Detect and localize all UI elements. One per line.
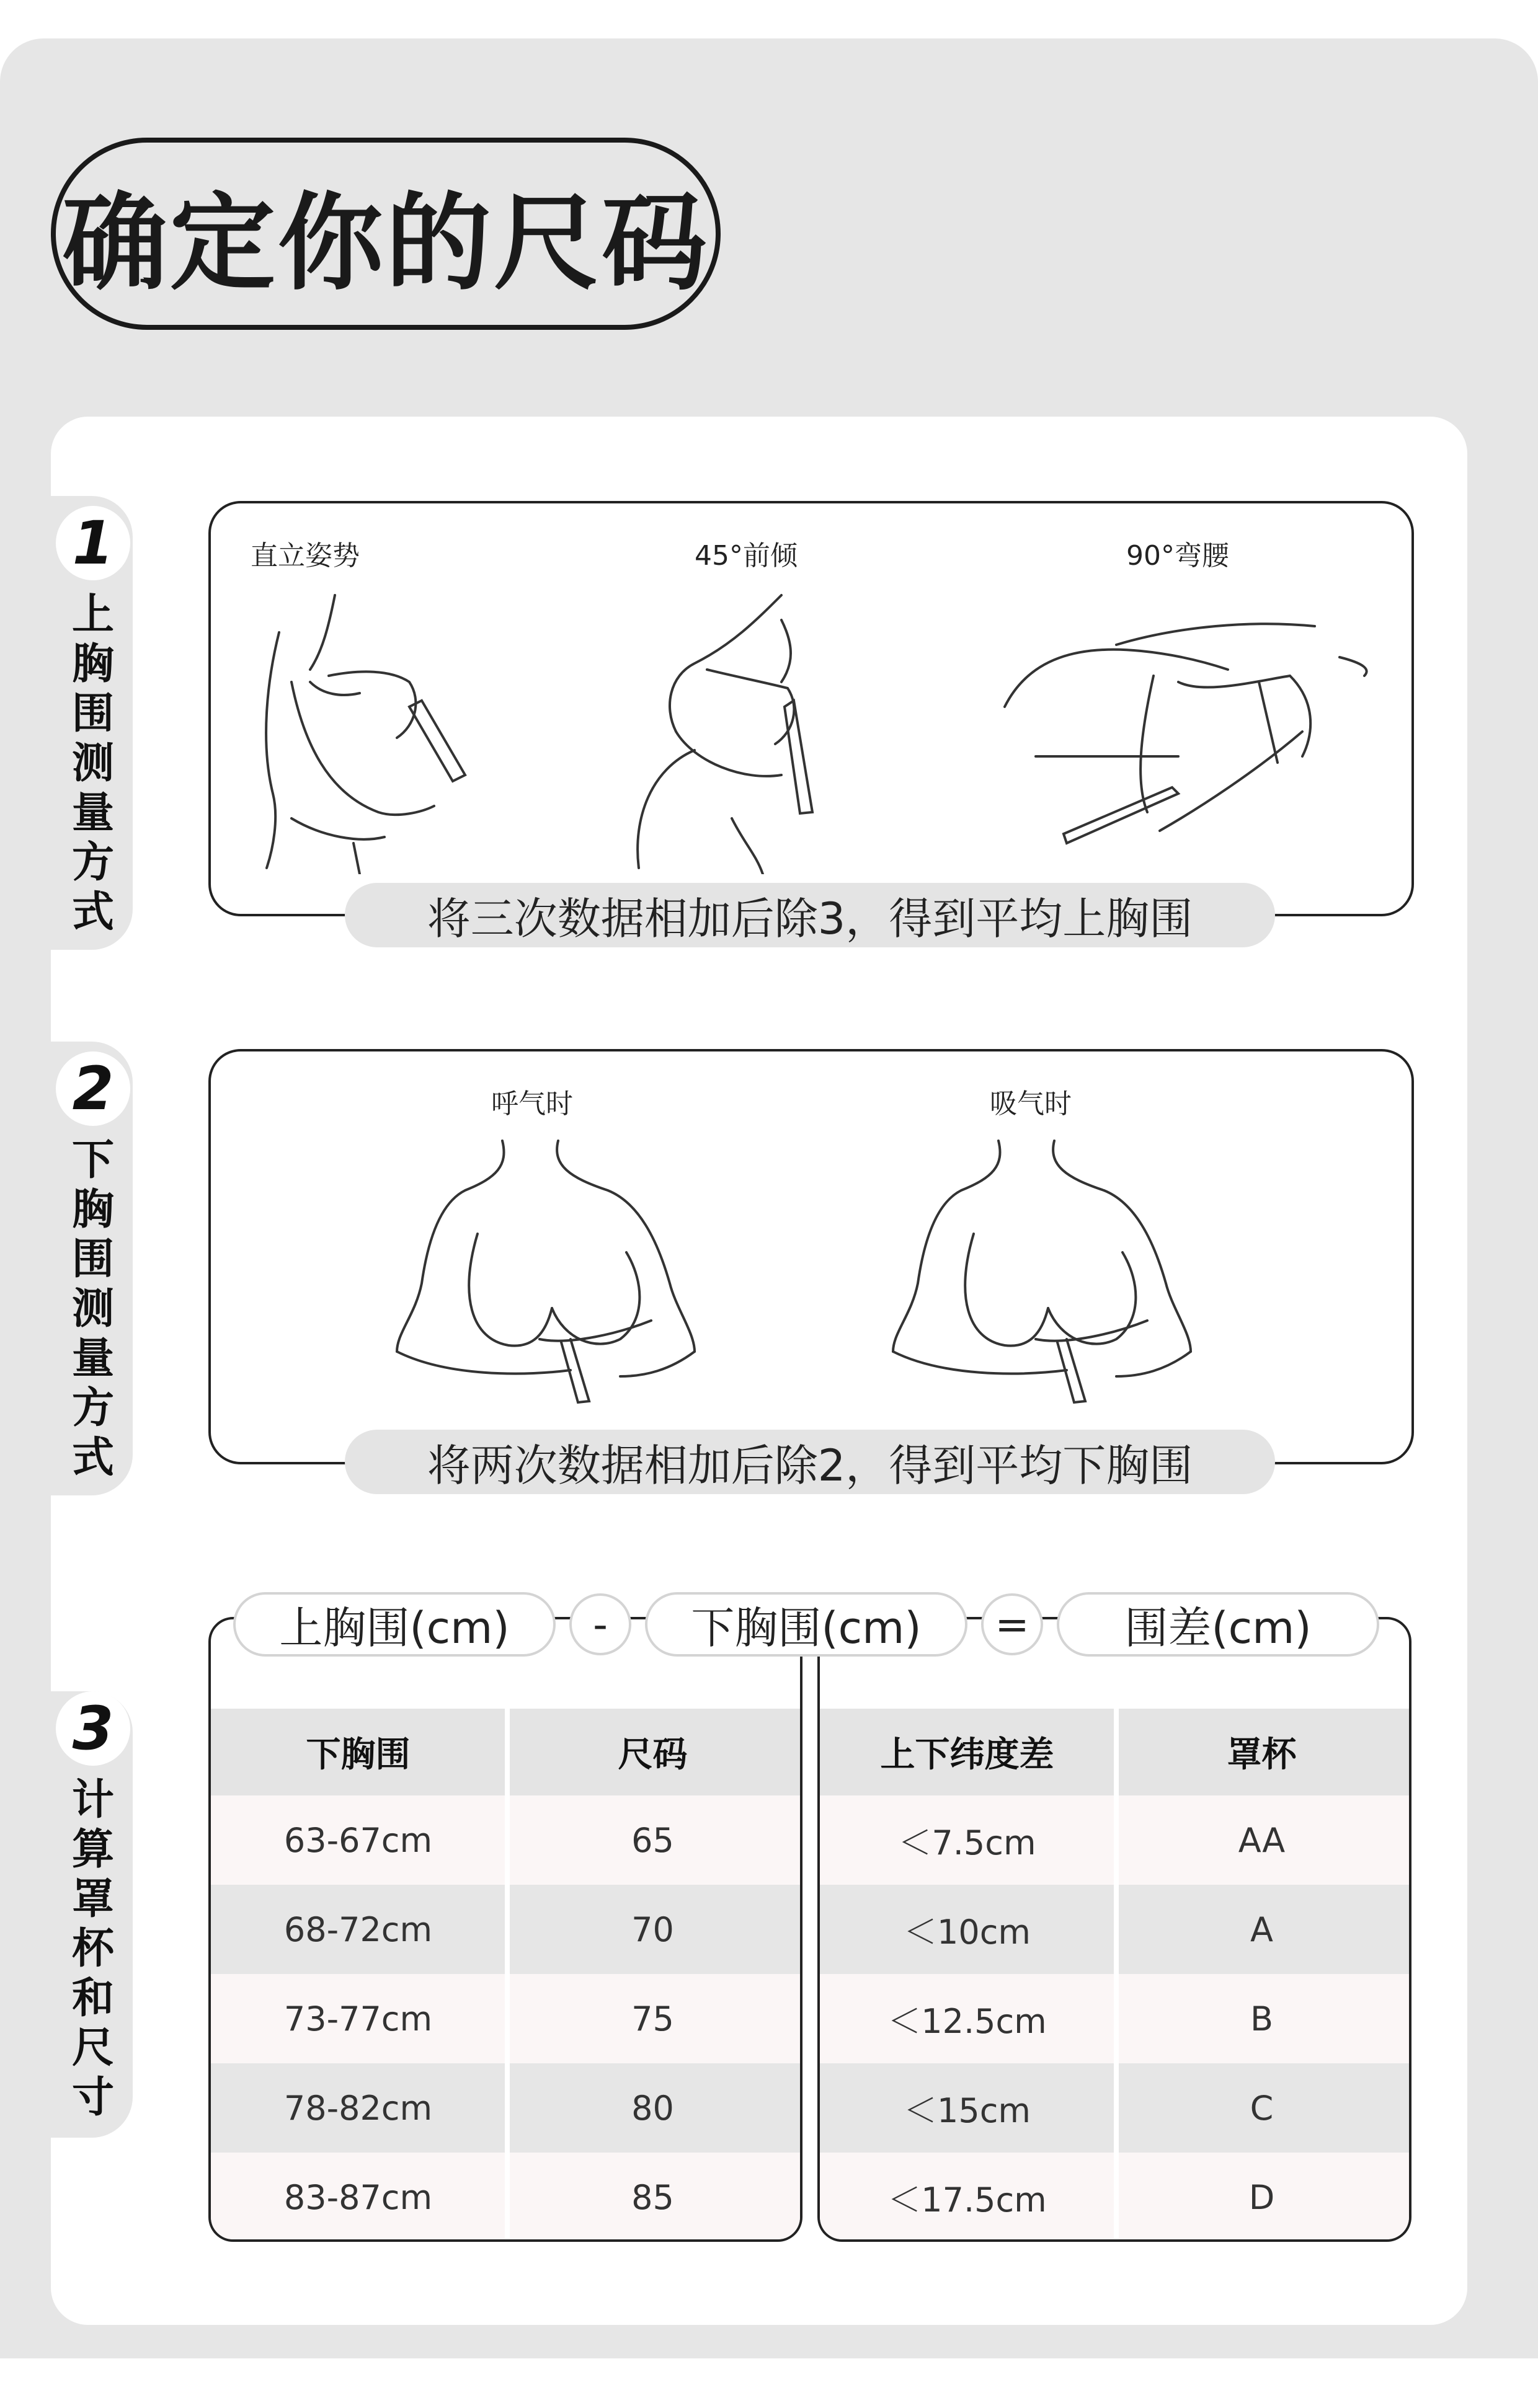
step-3-label: 计 算 罩 杯 和 尺 寸 [71,1776,114,2122]
size-table-underbust-cell: 63-67cm [283,1820,433,1860]
cup-table [817,1617,1411,2242]
formula-under-bust: 下胸围(cm) [645,1592,967,1657]
page-title [51,138,721,330]
size-table-size-cell: 65 [631,1820,674,1860]
size-table-size-cell: 70 [631,1910,674,1949]
standing-pose-illustration [236,583,502,874]
cup-table-cup-cell: B [1250,1999,1274,2038]
size-table-underbust-cell: 78-82cm [283,2088,433,2128]
pose-standing-label: 直立姿势 [251,540,360,572]
under-bust-result: 将两次数据相加后除2，得到平均下胸围 [345,1430,1275,1494]
bend-90-pose-illustration [992,608,1377,868]
cup-table-cup-cell: C [1250,2088,1274,2128]
inhale-label: 吸气时 [990,1088,1072,1120]
cup-table-difference-cell: ＜17.5cm [887,2180,1047,2220]
formula-minus: - [569,1593,631,1655]
size-table-size-cell: 75 [631,1999,674,2038]
formula-equals: = [981,1593,1043,1655]
cup-table-column-divider [1114,1709,1119,2242]
exhale-label: 呼气时 [491,1088,573,1120]
cup-table-cup-cell: A [1250,1910,1273,1949]
size-table-header-size: 尺码 [618,1735,688,1775]
step-2-number: 2 [56,1051,130,1126]
step-2-label: 下 胸 围 测 量 方 式 [71,1136,114,1482]
formula-upper-bust: 上胸围(cm) [233,1592,556,1657]
step-1-label: 上 胸 围 测 量 方 式 [71,590,114,937]
page-title-text: 确定你的尺码 [61,182,709,305]
size-table-column-divider [505,1709,510,2242]
size-table-header-underbust: 下胸围 [306,1735,411,1775]
pose-90-label: 90°弯腰 [1126,540,1229,572]
cup-table-difference-cell: ＜7.5cm [898,1823,1036,1862]
upper-bust-result: 将三次数据相加后除3，得到平均上胸围 [345,883,1275,947]
size-table-size-cell: 85 [631,2177,674,2217]
cup-table-difference-cell: ＜15cm [903,2091,1031,2130]
size-table [208,1617,802,2242]
formula-difference: 围差(cm) [1057,1592,1379,1657]
cup-table-cup-cell: D [1248,2177,1275,2217]
size-table-underbust-cell: 68-72cm [283,1910,433,1949]
step-3-number: 3 [56,1691,130,1766]
size-table-underbust-cell: 83-87cm [283,2177,433,2217]
size-table-size-cell: 80 [631,2088,674,2128]
cup-table-cup-cell: AA [1238,1820,1286,1860]
lean-45-pose-illustration [608,583,874,874]
cup-table-header-difference: 上下纬度差 [880,1735,1054,1775]
pose-45-label: 45°前倾 [695,540,798,572]
exhale-illustration [384,1135,707,1407]
size-table-underbust-cell: 73-77cm [283,1999,433,2038]
cup-table-difference-cell: ＜12.5cm [887,2001,1047,2041]
cup-table-difference-cell: ＜10cm [903,1912,1031,1952]
step-1-number: 1 [56,506,130,580]
inhale-illustration [881,1135,1203,1407]
cup-table-header-cup: 罩杯 [1227,1735,1297,1775]
